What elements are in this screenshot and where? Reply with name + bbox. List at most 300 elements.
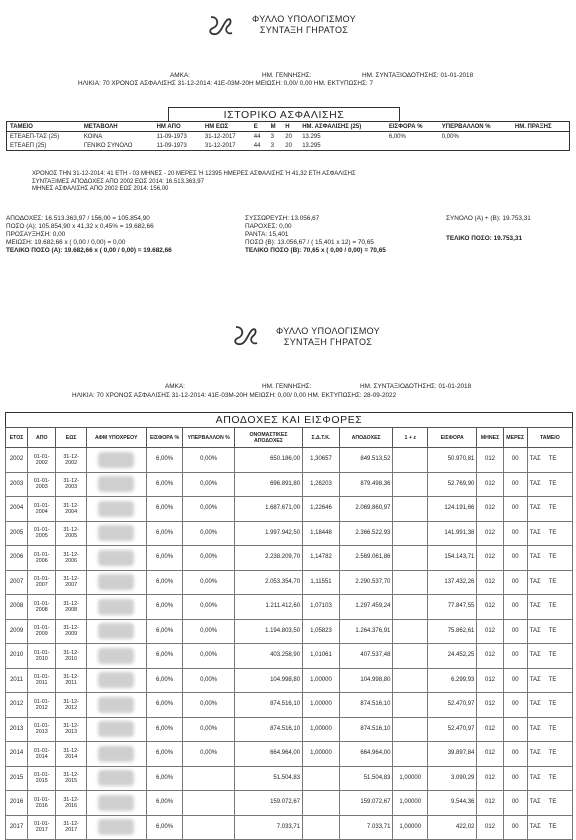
contrib-cell: 00	[503, 668, 527, 693]
col-header: Η	[282, 122, 299, 132]
redacted-afm	[98, 746, 134, 762]
contrib-row	[6, 595, 573, 620]
calc-line: ΡΑΝΤΑ: 15,401	[245, 231, 289, 238]
start-date-label: ΗΜ. ΣΥΝΤΑΞΙΟΔΟΤΗΣΗΣ: 01-01-2018	[360, 383, 472, 390]
contrib-cell: 00	[503, 570, 527, 595]
contrib-cell: 422,02	[428, 815, 477, 840]
contrib-cell: 407.537,48	[339, 644, 393, 669]
fund-code: ΤΕ	[548, 603, 557, 610]
contrib-cell: 01-01-2013	[28, 717, 56, 742]
history-cell	[512, 141, 570, 151]
redacted-afm	[98, 574, 134, 590]
calc-line: ΣΥΝΟΛΟ (Α) + (Β): 19.753,31	[446, 215, 531, 222]
contrib-cell: 0,00%	[183, 619, 234, 644]
contrib-cell: 2.069.860,97	[339, 497, 393, 522]
contrib-cell: 1,00000	[303, 742, 340, 767]
history-cell	[386, 141, 439, 151]
contrib-cell: 2016	[6, 791, 28, 816]
header-title	[244, 14, 364, 36]
history-cell: 13.295	[302, 142, 321, 149]
contrib-cell	[86, 448, 146, 473]
contrib-cell	[183, 815, 234, 840]
contrib-cell: 6,00%	[146, 546, 183, 571]
fund-name: ΤΑΣ	[529, 505, 541, 512]
contrib-cell: 31-12-2005	[56, 521, 86, 546]
contrib-cell: 31-12-2017	[56, 815, 86, 840]
contrib-cell	[527, 693, 572, 718]
redacted-afm	[98, 452, 134, 468]
contrib-cell: 1,18448	[303, 521, 340, 546]
col-header: ΥΠΕΡΒΑΛΛΟΝ %	[183, 428, 234, 448]
calc-line: ΜΕΙΩΣΗ: 19.682,66 x ( 0,00 / 0,00) = 0,00	[6, 239, 126, 246]
contrib-cell: 696.891,80	[234, 472, 302, 497]
contrib-cell	[393, 472, 428, 497]
contrib-cell: 2006	[6, 546, 28, 571]
history-cell: ΕΤΕΑΕΠ-ΤΑΣ (25)	[10, 133, 60, 140]
col-header: ΕΩΣ	[56, 428, 86, 448]
contrib-row	[6, 521, 573, 546]
contrib-cell: 01-01-2005	[28, 521, 56, 546]
contrib-cell	[527, 644, 572, 669]
history-cell: 13.295	[302, 133, 321, 140]
history-cell: 44	[253, 142, 261, 149]
contrib-cell: 2017	[6, 815, 28, 840]
contrib-cell: 50.970,81	[428, 448, 477, 473]
contrib-cell: 1.194.803,50	[234, 619, 302, 644]
contrib-cell: 6,00%	[146, 595, 183, 620]
contrib-cell	[86, 619, 146, 644]
col-header: Ε	[251, 122, 268, 132]
contrib-cell: 31-12-2015	[56, 766, 86, 791]
contrib-cell: 52.769,90	[428, 472, 477, 497]
col-header: ΕΙΣΦΟΡΑ %	[386, 122, 439, 132]
contrib-cell: 124.191,66	[428, 497, 477, 522]
contrib-cell: 0,00%	[183, 497, 234, 522]
contrib-cell: 1.687.671,00	[234, 497, 302, 522]
contrib-cell: 31-12-2013	[56, 717, 86, 742]
calc-mid	[245, 215, 386, 255]
contrib-cell: 31-12-2012	[56, 693, 86, 718]
contrib-cell	[527, 791, 572, 816]
contrib-cell: 664.964,00	[339, 742, 393, 767]
contrib-cell: 0,00%	[183, 693, 234, 718]
contrib-cell	[393, 595, 428, 620]
col-header: ΕΙΣΦΟΡΑ %	[146, 428, 183, 448]
contrib-cell: 75.862,61	[428, 619, 477, 644]
redacted-afm	[98, 795, 134, 811]
history-cell	[439, 141, 512, 151]
contrib-cell: 6,00%	[146, 497, 183, 522]
contrib-cell: 31-12-2006	[56, 546, 86, 571]
contrib-cell: 6,00%	[146, 448, 183, 473]
contrib-cell: 00	[503, 497, 527, 522]
fund-code: ΤΕ	[548, 456, 557, 463]
contrib-cell: 01-01-2003	[28, 472, 56, 497]
contrib-cell: 012	[477, 791, 503, 816]
contrib-cell	[86, 717, 146, 742]
contrib-cell	[86, 668, 146, 693]
contrib-cell: 2.366.522,93	[339, 521, 393, 546]
col-header: ΜΗΝΕΣ	[477, 428, 503, 448]
contrib-cell	[527, 448, 572, 473]
fund-code: ΤΕ	[548, 750, 557, 757]
contrib-cell: 1,05823	[303, 619, 340, 644]
logo-icon	[232, 324, 258, 346]
contrib-cell: 6,00%	[146, 766, 183, 791]
contrib-table	[5, 427, 573, 840]
contrib-cell	[393, 546, 428, 571]
col-header: Μ	[268, 122, 283, 132]
contrib-cell: 159.072,67	[339, 791, 393, 816]
fund-code: ΤΕ	[548, 652, 557, 659]
contrib-cell: 012	[477, 472, 503, 497]
calc-line: ΤΕΛΙΚΟ ΠΟΣΟ (Β): 70,65 x ( 0,00 / 0,00) = 70,65	[245, 247, 386, 254]
contrib-cell: 00	[503, 742, 527, 767]
contrib-cell: 31-12-2007	[56, 570, 86, 595]
history-cell: ΚΟΙΝΑ	[83, 133, 103, 140]
calc-line: ΤΕΛΙΚΟ ΠΟΣΟ: 19.753,31	[446, 235, 522, 242]
contrib-cell: 012	[477, 644, 503, 669]
contrib-cell: 6,00%	[146, 742, 183, 767]
contrib-cell	[86, 815, 146, 840]
contrib-cell: 00	[503, 644, 527, 669]
fund-name: ΤΑΣ	[529, 799, 541, 806]
contrib-cell	[527, 570, 572, 595]
contrib-cell: 6,00%	[146, 570, 183, 595]
contrib-cell: 012	[477, 668, 503, 693]
contrib-row	[6, 717, 573, 742]
col-header: Σ.Δ.Τ.Κ.	[303, 428, 340, 448]
contrib-cell: 012	[477, 546, 503, 571]
contrib-cell: 2011	[6, 668, 28, 693]
contrib-cell: 00	[503, 815, 527, 840]
contrib-row	[6, 815, 573, 840]
contrib-cell: 01-01-2004	[28, 497, 56, 522]
contrib-cell: 403.258,90	[234, 644, 302, 669]
col-header: ΤΑΜΕΙΟ	[7, 122, 81, 132]
contrib-cell	[527, 815, 572, 840]
contrib-cell: 52.470,97	[428, 693, 477, 718]
redacted-afm	[98, 501, 134, 517]
contrib-cell: 879.498,36	[339, 472, 393, 497]
contrib-row	[6, 693, 573, 718]
contrib-cell	[303, 791, 340, 816]
col-header: ΗΜ ΕΩΣ	[202, 122, 251, 132]
note-line: ΧΡΟΝΟΣ ΤΗΝ 31-12-2014: 41 ΕΤΗ - 03 ΜΗΝΕΣ - 20 ΜΕΡΕΣ Ή 12395 ΗΜΕΡΕΣ ΑΣΦΑΛΙΣΗΣ Ή 41,32 ΕΤΗ ΑΣΦΑΛΙΣΗΣ	[32, 171, 356, 177]
history-cell: 31-12-2017	[204, 142, 236, 149]
contrib-cell: 1.297.459,24	[339, 595, 393, 620]
contrib-cell: 00	[503, 472, 527, 497]
redacted-afm	[98, 599, 134, 615]
contrib-cell: 00	[503, 693, 527, 718]
contrib-cell	[393, 619, 428, 644]
calc-line: ΠΡΟΣΑΥΞΗΣΗ: 0,00	[6, 231, 66, 238]
contrib-row	[6, 668, 573, 693]
redacted-afm	[98, 770, 134, 786]
history-cell: 31-12-2017	[204, 133, 236, 140]
calc-line: ΤΕΛΙΚΟ ΠΟΣΟ (Α): 19.682,66 x ( 0,00 / 0,00) = 19.682,66	[6, 247, 172, 254]
contrib-cell: 01-01-2007	[28, 570, 56, 595]
title-line-1: ΦΥΛΛΟ ΥΠΟΛΟΓΙΣΜΟΥ	[252, 14, 356, 24]
contrib-cell: 2008	[6, 595, 28, 620]
contrib-cell	[527, 619, 572, 644]
contrib-cell: 0,00%	[183, 546, 234, 571]
fund-code: ΤΕ	[548, 676, 557, 683]
contrib-cell: 7.033,71	[339, 815, 393, 840]
contrib-cell: 00	[503, 546, 527, 571]
contrib-cell: 31-12-2014	[56, 742, 86, 767]
col-header: ΗΜ ΑΠΟ	[154, 122, 202, 132]
fund-name: ΤΑΣ	[529, 603, 541, 610]
contrib-cell: 52.470,97	[428, 717, 477, 742]
title-line-1: ΦΥΛΛΟ ΥΠΟΛΟΓΙΣΜΟΥ	[276, 326, 380, 336]
contrib-row	[6, 619, 573, 644]
fund-name: ΤΑΣ	[529, 823, 541, 830]
fund-code: ΤΕ	[548, 799, 557, 806]
contrib-cell: 31-12-2009	[56, 619, 86, 644]
contrib-cell: 1,26203	[303, 472, 340, 497]
contrib-cell: 159.072,67	[234, 791, 302, 816]
contrib-cell: 012	[477, 766, 503, 791]
contrib-cell: 24.452,25	[428, 644, 477, 669]
fund-name: ΤΑΣ	[529, 529, 541, 536]
redacted-afm	[98, 476, 134, 492]
contrib-cell	[303, 766, 340, 791]
col-header: ΜΕΡΕΣ	[503, 428, 527, 448]
redacted-afm	[98, 550, 134, 566]
history-header-row	[7, 122, 570, 132]
fund-name: ΤΑΣ	[529, 652, 541, 659]
contrib-cell	[527, 717, 572, 742]
history-row	[7, 132, 570, 142]
history-cell	[512, 132, 570, 142]
contrib-cell: 2009	[6, 619, 28, 644]
contrib-cell: 1.211.412,60	[234, 595, 302, 620]
contrib-cell: 6,00%	[146, 693, 183, 718]
contrib-cell: 1,22646	[303, 497, 340, 522]
contrib-cell	[393, 717, 428, 742]
fund-name: ΤΑΣ	[529, 725, 541, 732]
contrib-cell: 012	[477, 521, 503, 546]
contrib-cell	[183, 766, 234, 791]
col-header: ΤΑΜΕΙΟ	[527, 428, 572, 448]
contrib-cell: 0,00%	[183, 717, 234, 742]
info-line: ΗΛΙΚΙΑ: 70 ΧΡΟΝΟΣ ΑΣΦΑΛΙΣΗΣ 31-12-2014: 41Ε-03Μ-20Η ΜΕΙΩΣΗ: 0,00/ 0,00 ΗΜ. ΕΚΤΥΠΩΣΗΣ: 28-09-2022	[72, 392, 397, 399]
history-cell: 3	[270, 133, 274, 140]
history-cell: 44	[253, 133, 261, 140]
contrib-row	[6, 791, 573, 816]
contrib-cell: 0,00%	[183, 742, 234, 767]
contrib-cell: 1.264.376,91	[339, 619, 393, 644]
contrib-cell: 31-12-2016	[56, 791, 86, 816]
redacted-afm	[98, 819, 134, 835]
contrib-cell	[86, 595, 146, 620]
contrib-cell: 650.186,00	[234, 448, 302, 473]
contrib-cell: 0,00%	[183, 668, 234, 693]
start-date-label: ΗΜ. ΣΥΝΤΑΞΙΟΔΟΤΗΣΗΣ: 01-01-2018	[362, 72, 474, 79]
fund-name: ΤΑΣ	[529, 554, 541, 561]
history-cell: ΕΤΕΑΕΠ (25)	[10, 142, 47, 149]
contrib-cell: 874.516,10	[339, 717, 393, 742]
fund-code: ΤΕ	[548, 554, 557, 561]
history-cell: 11-09-1973	[156, 133, 187, 140]
contrib-cell: 6,00%	[146, 472, 183, 497]
contrib-cell: 77.847,55	[428, 595, 477, 620]
contrib-cell: 1,00000	[303, 668, 340, 693]
contrib-cell: 1,00000	[393, 766, 428, 791]
calc-line: ΠΟΣΟ (Β): 13.056,67 / ( 15,401 x 12) = 70,65	[245, 239, 374, 246]
fund-name: ΤΑΣ	[529, 480, 541, 487]
col-header: ΕΙΣΦΟΡΑ	[428, 428, 477, 448]
contrib-row	[6, 644, 573, 669]
contrib-cell: 01-01-2002	[28, 448, 56, 473]
contrib-cell: 104.998,80	[339, 668, 393, 693]
contrib-cell: 6,00%	[146, 644, 183, 669]
contrib-cell: 0,00%	[183, 595, 234, 620]
contrib-row	[6, 448, 573, 473]
contrib-cell: 6,00%	[146, 815, 183, 840]
contrib-cell: 1,11551	[303, 570, 340, 595]
contrib-cell: 2007	[6, 570, 28, 595]
contrib-cell: 2012	[6, 693, 28, 718]
contrib-cell: 012	[477, 619, 503, 644]
history-title: ΙΣΤΟΡΙΚΟ ΑΣΦΑΛΙΣΗΣ	[168, 107, 400, 122]
contrib-title: ΑΠΟΔΟΧΕΣ ΚΑΙ ΕΙΣΦΟΡΕΣ	[5, 412, 573, 427]
contrib-cell: 31-12-2002	[56, 448, 86, 473]
contrib-cell	[527, 595, 572, 620]
contrib-cell: 2015	[6, 766, 28, 791]
info-line: ΗΛΙΚΙΑ: 70 ΧΡΟΝΟΣ ΑΣΦΑΛΙΣΗΣ 31-12-2014: 41Ε-03Μ-20Η ΜΕΙΩΣΗ: 0,00/ 0,00 ΗΜ. ΕΚΤΥΠΩΣΗΣ: 7	[78, 80, 374, 87]
col-header: ΕΤΟΣ	[6, 428, 28, 448]
note-line: ΣΥΝΤΑΞΙΜΕΣ ΑΠΟΔΟΧΕΣ ΑΠΟ 2002 ΕΩΣ 2014: 16.513.363,97	[32, 178, 204, 185]
col-header: ΗΜ. ΠΡΑΞΗΣ	[512, 122, 570, 132]
contrib-cell: 1,00000	[393, 815, 428, 840]
contrib-row	[6, 766, 573, 791]
contrib-cell: 1,00000	[303, 717, 340, 742]
amka-label: ΑΜΚΑ:	[165, 383, 185, 390]
contrib-cell	[393, 497, 428, 522]
col-header: ΟΝΟΜΑΣΤΙΚΕΣ ΑΠΟΔΟΧΕΣ	[234, 428, 302, 448]
contrib-cell: 1,01061	[303, 644, 340, 669]
contrib-cell: 39.897,84	[428, 742, 477, 767]
fund-code: ΤΕ	[548, 774, 557, 781]
fund-code: ΤΕ	[548, 823, 557, 830]
contrib-cell: 1,07103	[303, 595, 340, 620]
contrib-cell: 849.513,52	[339, 448, 393, 473]
contrib-cell: 6,00%	[146, 619, 183, 644]
contrib-cell: 01-01-2016	[28, 791, 56, 816]
contrib-cell: 012	[477, 717, 503, 742]
contrib-cell: 664.964,00	[234, 742, 302, 767]
redacted-afm	[98, 623, 134, 639]
contrib-cell: 31-12-2010	[56, 644, 86, 669]
contrib-cell: 01-01-2011	[28, 668, 56, 693]
contrib-cell: 31-12-2008	[56, 595, 86, 620]
contrib-cell: 2013	[6, 717, 28, 742]
contrib-cell	[527, 668, 572, 693]
contrib-cell	[86, 546, 146, 571]
contrib-cell: 00	[503, 448, 527, 473]
contrib-cell	[303, 815, 340, 840]
contrib-header-row	[6, 428, 573, 448]
contrib-cell: 874.516,10	[234, 693, 302, 718]
note-line: ΜΗΝΕΣ ΑΣΦΑΛΙΣΗΣ ΑΠΟ 2002 ΕΩΣ 2014: 156,00	[32, 186, 169, 192]
contrib-cell: 012	[477, 595, 503, 620]
fund-name: ΤΑΣ	[529, 701, 541, 708]
contrib-cell	[86, 693, 146, 718]
contrib-cell	[527, 766, 572, 791]
fund-name: ΤΑΣ	[529, 750, 541, 757]
contrib-cell: 00	[503, 766, 527, 791]
fund-code: ΤΕ	[548, 505, 557, 512]
contrib-cell	[393, 570, 428, 595]
contrib-cell: 2.569.061,86	[339, 546, 393, 571]
contrib-cell: 7.033,71	[234, 815, 302, 840]
col-header: ΑΦΜ ΥΠΟΧΡΕΟΥ	[86, 428, 146, 448]
contrib-cell	[527, 472, 572, 497]
contrib-row	[6, 570, 573, 595]
contrib-cell	[86, 570, 146, 595]
contrib-cell: 00	[503, 595, 527, 620]
fund-code: ΤΕ	[548, 578, 557, 585]
contrib-cell: 1,30657	[303, 448, 340, 473]
fund-name: ΤΑΣ	[529, 456, 541, 463]
history-table	[6, 121, 570, 151]
contrib-cell: 0,00%	[183, 472, 234, 497]
calc-line: ΣΥΣΣΩΡΕΥΣΗ: 13.056,67	[245, 215, 320, 222]
birth-label: ΗΜ. ΓΕΝΝΗΣΗΣ:	[262, 72, 312, 79]
contrib-cell	[527, 742, 572, 767]
fund-code: ΤΕ	[548, 701, 557, 708]
contrib-cell: 01-01-2015	[28, 766, 56, 791]
contrib-cell	[393, 521, 428, 546]
contrib-cell: 01-01-2017	[28, 815, 56, 840]
redacted-afm	[98, 648, 134, 664]
contrib-cell: 2014	[6, 742, 28, 767]
contrib-cell: 012	[477, 497, 503, 522]
contrib-cell: 2004	[6, 497, 28, 522]
contrib-cell: 6,00%	[146, 668, 183, 693]
contrib-cell	[527, 497, 572, 522]
contrib-cell: 6,00%	[146, 521, 183, 546]
history-cell: 11-09-1973	[156, 142, 187, 149]
contrib-cell: 141.991,38	[428, 521, 477, 546]
fund-name: ΤΑΣ	[529, 627, 541, 634]
contrib-cell	[393, 448, 428, 473]
contrib-cell	[527, 521, 572, 546]
contrib-cell	[393, 644, 428, 669]
contrib-cell: 1,00000	[303, 693, 340, 718]
contrib-row	[6, 497, 573, 522]
contrib-cell: 51.504,83	[339, 766, 393, 791]
contrib-cell: 2003	[6, 472, 28, 497]
logo-icon	[207, 14, 233, 36]
contrib-cell: 2.053.354,70	[234, 570, 302, 595]
contrib-cell	[393, 693, 428, 718]
contrib-cell	[393, 668, 428, 693]
contrib-cell: 00	[503, 619, 527, 644]
fund-name: ΤΑΣ	[529, 774, 541, 781]
contrib-cell: 9.544,36	[428, 791, 477, 816]
contrib-cell	[86, 497, 146, 522]
contrib-cell: 874.516,10	[339, 693, 393, 718]
contrib-cell: 01-01-2006	[28, 546, 56, 571]
contrib-cell: 012	[477, 693, 503, 718]
history-cell: 20	[285, 142, 292, 149]
history-cell: 6,00%	[388, 133, 406, 140]
contrib-cell: 6,00%	[146, 717, 183, 742]
contrib-cell: 2.238.209,70	[234, 546, 302, 571]
